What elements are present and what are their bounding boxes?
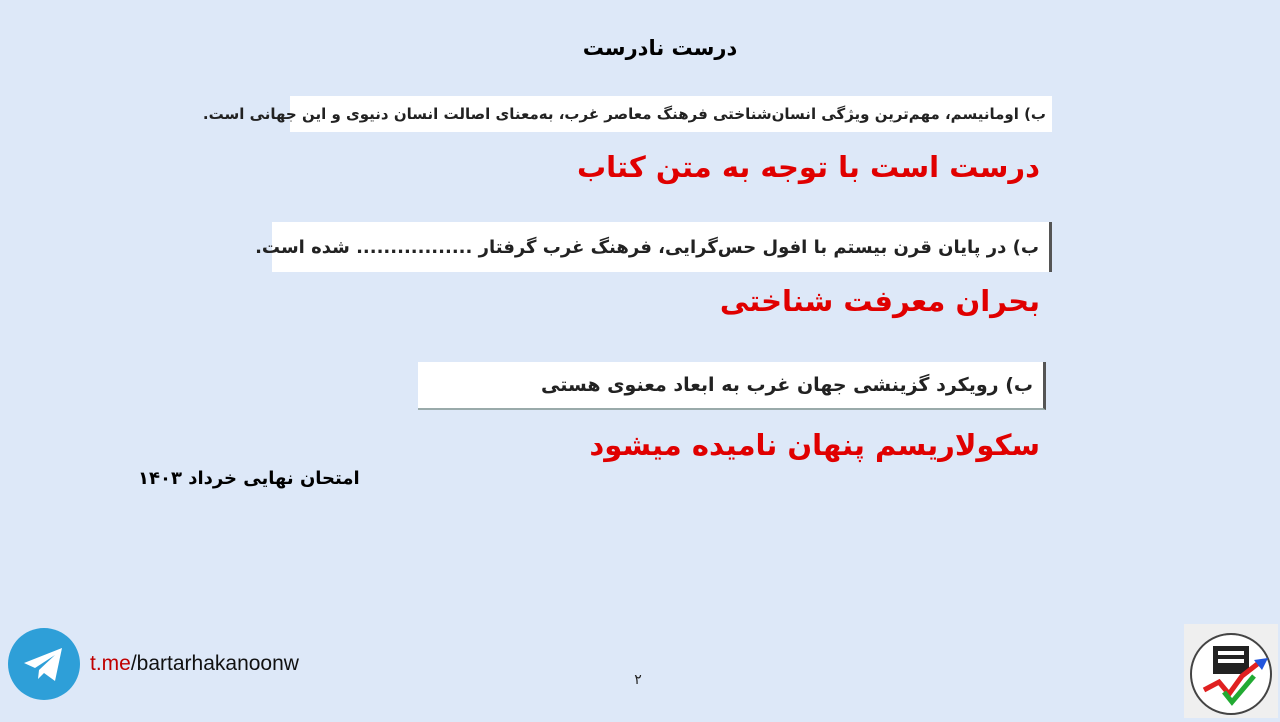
answer-3: سکولاریسم پنهان نامیده میشود: [589, 428, 1040, 462]
telegram-link[interactable]: [90, 652, 299, 676]
question-image-3: [418, 362, 1046, 410]
question-text-1: ب) اومانیسم، مهم‌ترین ویژگی انسان‌شناختی فرهنگ معاصر غرب، به‌معنای اصالت انسان دنیوی و این جهانی است.: [202, 105, 1046, 123]
school-logo-icon: [1184, 624, 1278, 718]
question-image-2: [255, 222, 1052, 272]
answer-2: بحران معرفت شناختی: [719, 284, 1040, 318]
page-number: ۲: [634, 672, 642, 688]
telegram-icon[interactable]: [8, 628, 80, 700]
answer-1: درست است با توجه به متن کتاب: [577, 150, 1040, 184]
telegram-plane-icon: [8, 628, 80, 700]
exam-label: امتحان نهایی خرداد ۱۴۰۳: [138, 468, 360, 489]
question-image-1: [202, 96, 1052, 132]
link-channel: /bartarhakanoonw: [130, 652, 299, 675]
question-text-2: ب) در پایان قرن بیستم با افول حس‌گرایی، فرهنگ غرب گرفتار ................. شده است.: [255, 236, 1039, 258]
link-domain: t.me: [90, 652, 131, 675]
question-text-3: ب) رویکرد گزینشی جهان غرب به ابعاد معنوی هستی: [541, 374, 1033, 396]
slide-title: درست نادرست: [582, 36, 738, 60]
